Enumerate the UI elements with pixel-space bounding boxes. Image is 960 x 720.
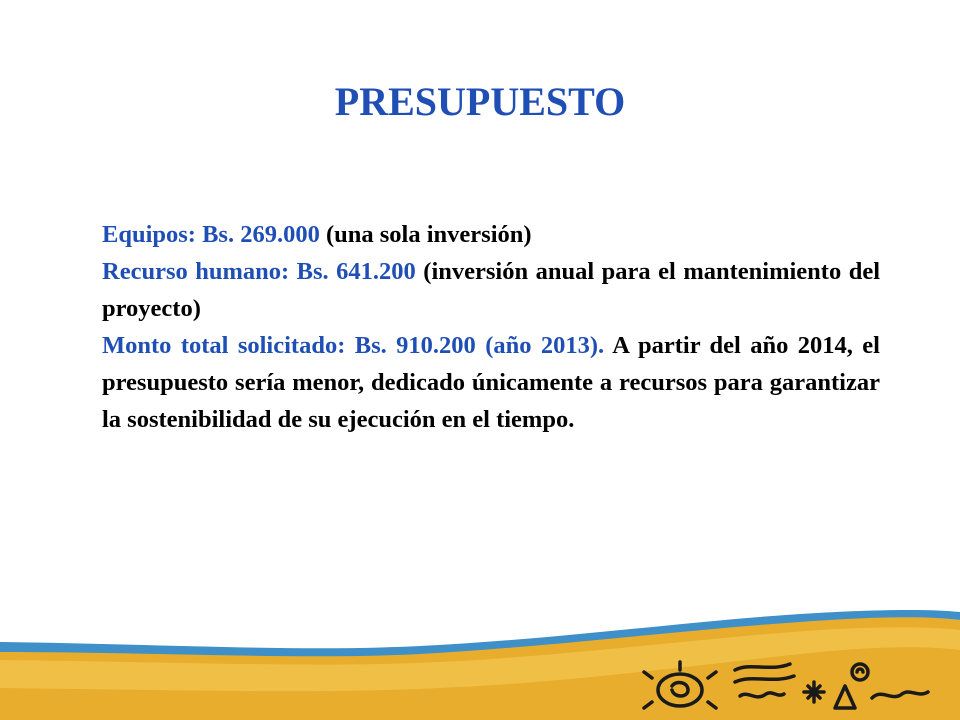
paragraph-equipos xyxy=(102,216,880,253)
paragraph-recurso-humano xyxy=(102,253,880,327)
decorative-wave-footer xyxy=(0,590,960,720)
paragraph-text: (una sola inversión) xyxy=(319,221,532,248)
page-title: PRESUPUESTO xyxy=(334,79,626,124)
paragraph-label: Equipos: Bs. 269.000 xyxy=(102,221,320,248)
paragraph-label: Recurso humano: Bs. 641.200 xyxy=(102,258,416,285)
paragraph-label: Monto total solicitado: Bs. 910.200 (año 2013). xyxy=(102,332,605,359)
paragraph-monto-total xyxy=(102,327,880,438)
paragraph-text: A partir del año 2014, el presupuesto sería menor, dedicado únicamente a recursos para garantizar la sostenibilidad de su ejecución en el tiempo. xyxy=(102,332,880,433)
paragraph-text: (inversión anual para el mantenimiento del proyecto) xyxy=(102,258,881,322)
slide-body xyxy=(102,216,880,438)
